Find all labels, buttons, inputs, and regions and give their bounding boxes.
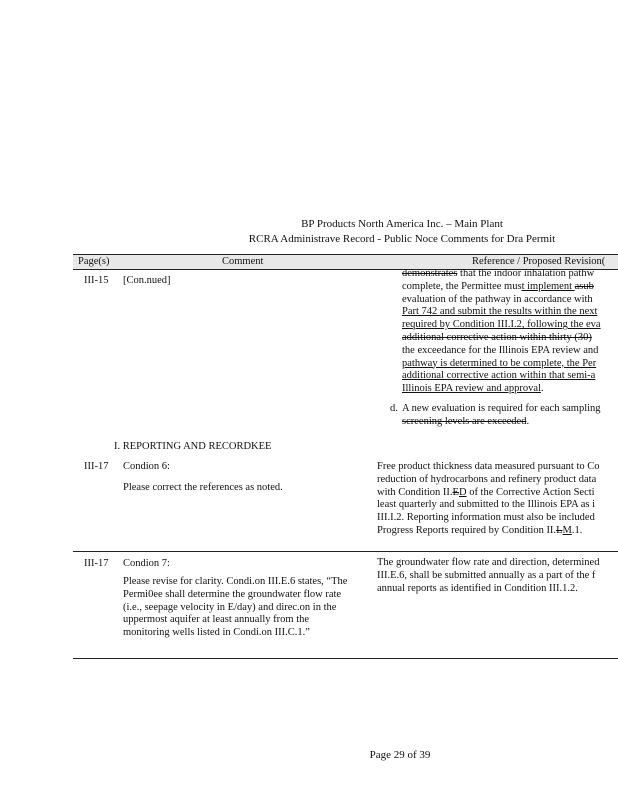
text-segment: that the indoor inhalation pathw	[457, 268, 595, 279]
text-line	[402, 319, 601, 332]
text-segment: annual reports as identified in Condition III.1.2.	[377, 582, 578, 594]
row2-page: III-17	[84, 461, 109, 472]
row2-bottom-rule	[73, 551, 618, 552]
text-segment: Free product thickness data measured pursuant to Co	[377, 461, 600, 472]
text-line	[402, 403, 601, 416]
text-line	[377, 499, 599, 512]
page-number: Page 29 of 39	[369, 749, 431, 761]
row3-page: III-17	[84, 558, 109, 569]
table-bottom-rule	[73, 658, 618, 659]
column-header-revision: Reference / Proposed Revision(	[472, 256, 606, 267]
document-header-title: BP Products North America Inc. – Main Plant	[301, 218, 503, 230]
text-segment: complete, the Permittee mus	[402, 280, 522, 292]
text-line	[377, 461, 599, 474]
text-line	[402, 268, 601, 281]
row1-item-d-marker: d.	[390, 403, 398, 414]
text-segment: The groundwater flow rate and direction, determined	[377, 557, 600, 568]
inserted-text: M	[562, 524, 572, 536]
section-heading: I. REPORTING AND RECORDKEE	[114, 441, 272, 452]
text-segment: of the Corrective Action Secti	[466, 486, 595, 498]
text-line	[402, 416, 601, 429]
inserted-text: additional corrective action within that semi-a	[402, 370, 596, 382]
document-header-subtitle: RCRA Administrave Record - Public Noce Comments for Dra Permit	[248, 233, 556, 245]
column-header-pages: Page(s)	[78, 256, 110, 267]
text-line	[377, 487, 599, 500]
text-line: Please revise for clarity. Condi.on III.E.6 states, “The	[123, 576, 348, 587]
deleted-text: E	[452, 486, 459, 498]
column-header-comment: Comment	[222, 256, 264, 267]
text-line	[402, 306, 601, 319]
text-segment: reduction of hydrocarbons and refinery product data	[377, 473, 597, 485]
text-line	[402, 281, 601, 294]
row2-revision-text	[377, 461, 599, 538]
deleted-text: L	[556, 524, 563, 536]
text-segment: III.E.6, shall be submitted annually as a part of the f	[377, 569, 596, 581]
row2-comment-title: Condion 6:	[123, 461, 170, 472]
text-segment: .	[526, 415, 530, 427]
text-segment: evaluation of the pathway in accordance with	[402, 293, 593, 305]
deleted-text: screening levels are exceeded	[402, 415, 527, 427]
text-segment: least quarterly and submitted to the Illinois EPA as i	[377, 499, 596, 511]
text-line: (i.e., seepage velocity in E/day) and direc.on in the	[123, 601, 337, 613]
inserted-text: required by Condition III.I.2, following the eva	[402, 319, 601, 331]
row3-comment-body	[123, 576, 347, 640]
row1-revision-text	[402, 268, 601, 396]
text-line: monitoring wells listed in Condi.on III.C.1.”	[123, 627, 310, 639]
deleted-text: asub	[574, 280, 594, 292]
text-segment: the exceedance for the Illinois EPA review and	[402, 344, 599, 356]
row3-comment-title: Condion 7:	[123, 558, 170, 569]
text-segment: Progress Reports required by Condition II.	[377, 524, 557, 536]
text-segment: .1.	[571, 524, 583, 536]
text-segment: .	[541, 383, 544, 395]
row1-page: III-15	[84, 275, 109, 286]
inserted-text: pathway is determined to be complete, the Per	[402, 357, 597, 369]
text-line	[377, 525, 599, 538]
row3-revision-text	[377, 557, 599, 595]
inserted-text: D	[458, 486, 467, 498]
inserted-text: Part 742 and submit the results within the next	[402, 306, 598, 318]
deleted-text: additional corrective action within thirty (30)	[402, 331, 592, 343]
text-segment: with Condition II.	[377, 486, 453, 498]
text-segment: III.I.2. Reporting information must also be included	[377, 512, 595, 524]
text-line	[402, 370, 601, 383]
text-line: Permi0ee shall determine the groundwater flow rate	[123, 588, 342, 600]
text-line	[402, 358, 601, 371]
text-line	[402, 332, 601, 345]
row1-item-d-text	[402, 403, 601, 429]
row1-comment: [Con.nued]	[123, 275, 171, 286]
text-line	[377, 583, 599, 596]
text-line	[402, 345, 601, 358]
text-line	[377, 570, 599, 583]
inserted-text: Illinois EPA review and approval	[402, 383, 542, 395]
text-line	[377, 474, 599, 487]
text-segment: A new evaluation is required for each sampling	[402, 403, 601, 414]
text-line	[402, 294, 601, 307]
row2-comment-body: Please correct the references as noted.	[123, 482, 283, 493]
text-line	[377, 512, 599, 525]
text-line	[377, 557, 599, 570]
text-line: uppermost aquifer at least annually from the	[123, 614, 310, 626]
inserted-text: t implement	[521, 280, 575, 292]
text-line	[402, 383, 601, 396]
deleted-text: demonstrates	[402, 268, 458, 279]
